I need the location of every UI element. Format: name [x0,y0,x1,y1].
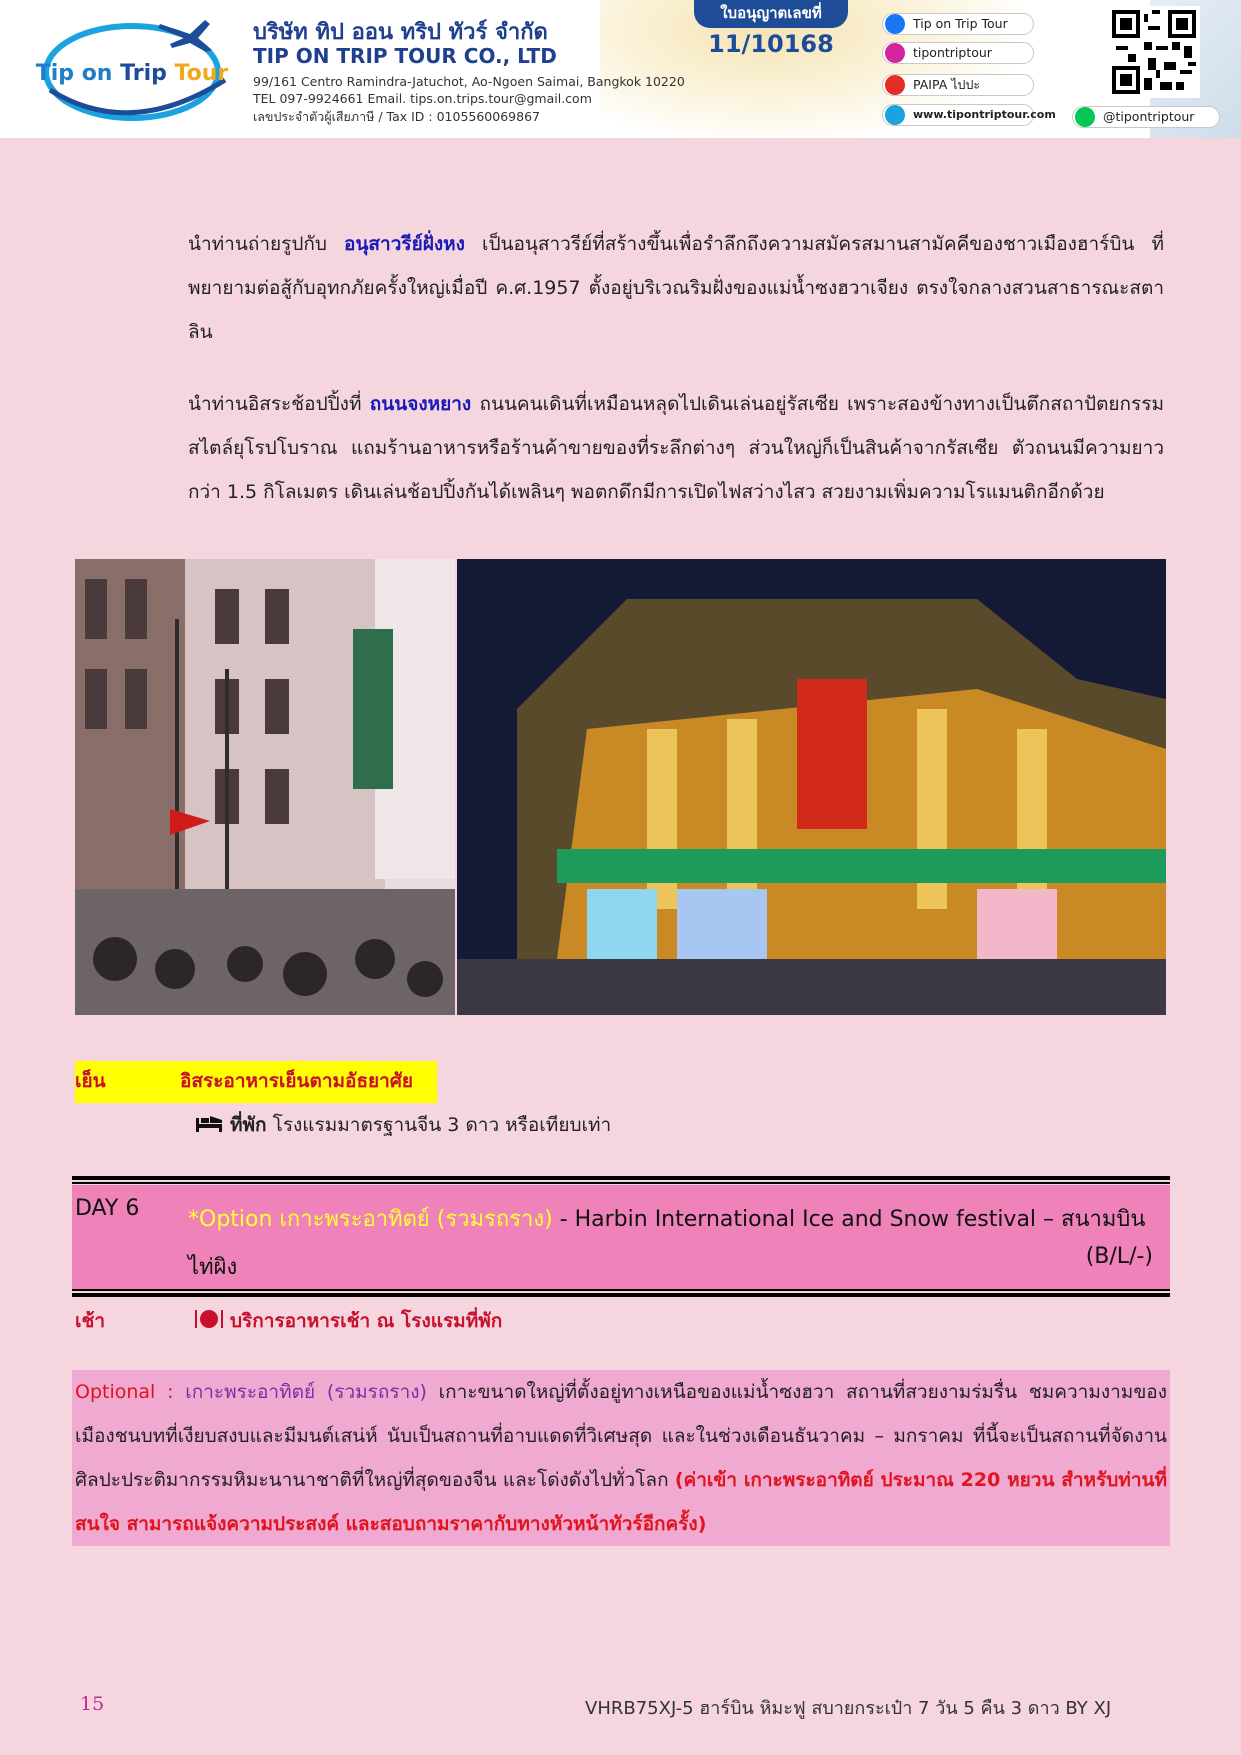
page-header [0,0,1241,138]
breakfast-label: เช้า [75,1310,106,1332]
company-name-english: TIP ON TRIP TOUR CO., LTD [253,44,557,68]
optional-price-note: (ค่าเข้า เกาะพระอาทิตย์ ประมาณ 220 หยวน สำหรับท่านที่สนใจ สามารถแจ้งความประสงค์ และสอบถามราคากับทางหัวหน้าทัวร์อีกครั้ง) [75,1469,1167,1535]
line-label: @tipontriptour [1103,109,1195,124]
license-number: 11/10168 [708,30,834,58]
street-night-photo [457,559,1166,1015]
youtube-icon [885,75,905,95]
company-logo [35,10,235,125]
breakfast-text: บริการอาหารเช้า ณ โรงแรมที่พัก [230,1310,503,1332]
website-link[interactable] [882,104,1056,126]
line-link[interactable] [1072,106,1220,128]
optional-key: Optional : [75,1381,186,1403]
optional-paragraph [75,1370,1167,1546]
globe-icon [885,105,905,125]
day-title-text: - Harbin International Ice and Snow festival – สนามบินไท่ผิง [188,1207,1146,1280]
day-title [188,1196,1166,1292]
day-option: *Option เกาะพระอาทิตย์ (รวมรถราง) [188,1207,553,1232]
day-label: DAY 6 [75,1196,140,1221]
company-tax-id: เลขประจำตัวผู้เสียภาษี / Tax ID : 0105560069867 [253,109,540,124]
youtube-label: PAIPA ไปปะ [913,77,981,92]
company-address: 99/161 Centro Ramindra-Jatuchot, Ao-Ngoen Saimai, Bangkok 10220 [253,74,685,89]
hotel-row [194,1110,611,1140]
street-intro: นำท่านอิสระช้อปปิ้งที่ [188,393,370,415]
svg-text:Tip on Trip Tour: Tip on Trip Tour [35,61,229,86]
line-icon [1075,107,1095,127]
license-label: ใบอนุญาตเลขที่ [694,0,848,28]
instagram-icon [885,43,905,63]
street-name: ถนนจงหยาง [369,393,472,415]
hotel-text: โรงแรมมาตรฐานจีน 3 ดาว หรือเทียบเท่า [272,1114,612,1136]
street-day-photo [75,559,455,1015]
monument-intro: นำท่านถ่ายรูปกับ [188,233,345,255]
hotel-label: ที่พัก [230,1114,267,1136]
day-banner-rule-top-thin [72,1182,1170,1184]
breakfast-row [194,1306,502,1336]
day-meals: (B/L/-) [1085,1244,1153,1269]
page-number: 15 [80,1693,105,1715]
facebook-label: Tip on Trip Tour [913,16,1008,31]
monument-description: เป็นอนุสาวรีย์ที่สร้างขึ้นเพื่อรำลึกถึงความสมัครสมานสามัคคีของชาวเมืองฮาร์บิน ที่พยายามต่อสู้กับอุทกภัยครั้งใหญ่เมื่อปี ค.ศ.1957 ตั้งอยู่บริเวณริมฝั่งของแม่น้ำซงฮวาเจียง ตรงใจกลางสวนสาธารณะสตาลิน [188,233,1164,343]
instagram-link[interactable] [882,42,1034,64]
street-description: ถนนคนเดินที่เหมือนหลุดไปเดินเล่นอยู่รัสเซีย เพราะสองข้างทางเป็นตึกสถาปัตยกรรมสไตล์ยุโรปโบราณ แถมร้านอาหารหรือร้านค้าขายของที่ระลึกต่างๆ ส่วนใหญ่ก็เป็นสินค้าจากรัสเซีย ตัวถนนมีความยาวกว่า 1.5 กิโลเมตร เดินเล่นช้อปปิ้งกันได้เพลินๆ พอตกดึกมีการเปิดไฟสว่างไสว สวยงามเพิ่มความโรแมนติกอีกด้วย [188,393,1164,503]
program-code: VHRB75XJ-5 ฮาร์บิน หิมะฟู สบายกระเป๋า 7 วัน 5 คืน 3 ดาว BY XJ [585,1698,1112,1719]
dinner-label: เย็น [75,1070,106,1092]
day-banner-rule-bottom [72,1293,1170,1297]
monument-name: อนุสาวรีย์ฝั่งหง [344,233,465,255]
website-label: www.tipontriptour.com [913,108,1056,121]
facebook-icon [885,14,905,34]
optional-place: เกาะพระอาทิตย์ (รวมรถราง) [185,1381,427,1403]
street-paragraph [188,382,1164,514]
company-contact: TEL 097-9924661 Email. tips.on.trips.tour@gmail.com [253,91,592,106]
facebook-link[interactable] [882,13,1034,35]
instagram-label: tipontriptour [913,45,992,60]
day-banner-rule-top [72,1176,1170,1180]
bed-icon [194,1112,224,1134]
optional-description: เกาะขนาดใหญ่ที่ตั้งอยู่ทางเหนือของแม่น้ำซงฮวา สถานที่สวยงามร่มรื่น ชมความงามของเมืองชนบทที่เงียบสงบและมีมนต์เสน่ห์ นับเป็นสถานที่อาบแดดที่วิเศษสุด และในช่วงเดือนธันวาคม – มกราคม ที่นี้จะเป็นสถานที่จัดงานศิลปะประติมากรรมหิมะนานาชาติที่ใหญ่ที่สุดของจีน และโด่งดังไปทั่วโลก [75,1381,1167,1491]
dining-icon [194,1308,224,1330]
company-name-thai: บริษัท ทิป ออน ทริป ทัวร์ จำกัด [253,20,548,45]
dinner-text: อิสระอาหารเย็นตามอัธยาศัย [180,1070,414,1092]
qr-code [1108,6,1200,98]
youtube-link[interactable] [882,74,1034,96]
monument-paragraph [188,222,1164,354]
